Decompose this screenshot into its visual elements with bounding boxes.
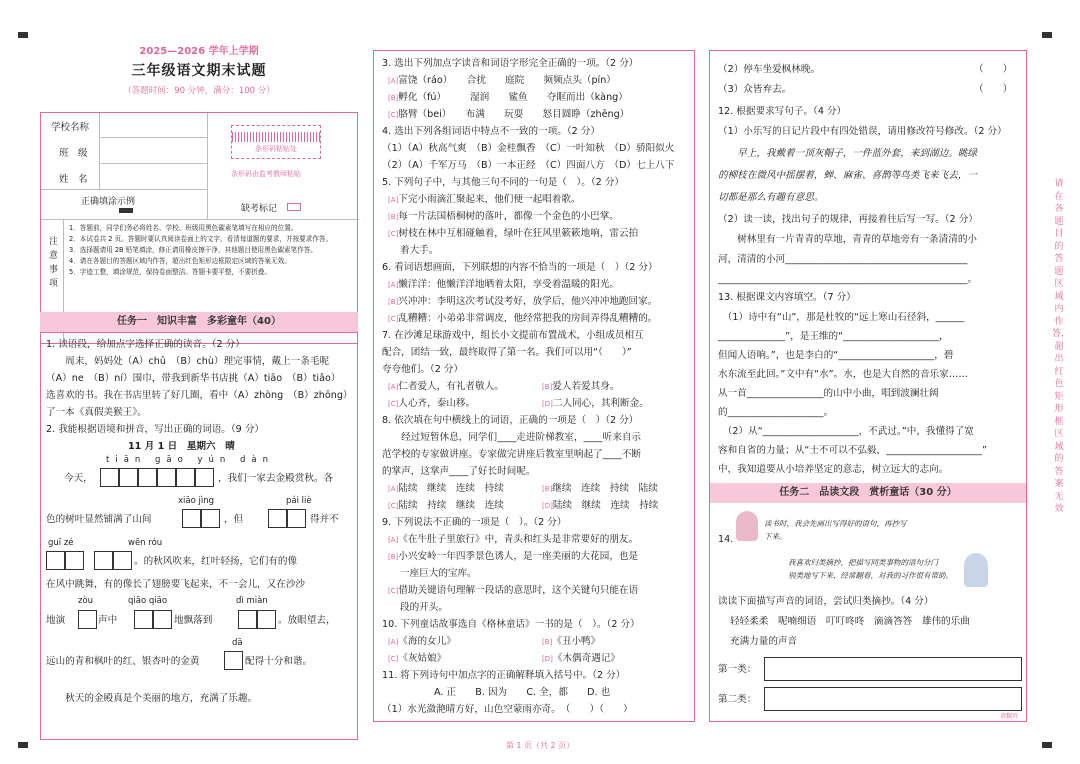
- q8-line1: 经过短暂休息，同学们____走进阶梯教室，____听来自示: [382, 432, 642, 443]
- q2-text-2b: ，但: [224, 514, 244, 525]
- q12-diary-2: 的柳枝在微风中摇摆着，蝉、麻雀、喜鹊等鸟类飞来飞去，一: [718, 170, 978, 181]
- task2-header: 任务二 品读文段 赏析童话（30 分）: [710, 483, 1026, 503]
- note-5: 5．字迹工整，填涂规范，保持卷面整洁。答题卡要平整，不要折叠。: [69, 268, 272, 276]
- q10-stem: 10. 下列童话故事选自《格林童话》一书的是（ ）。（2 分）: [382, 619, 640, 630]
- task1-header: 任务一 知识丰富 多彩童年（40）: [40, 312, 358, 332]
- note-3: 3．选择题请用 2B 铅笔填涂，修正请用橡皮擦干净，其他题目使用黑色碳素笔作答。: [69, 246, 317, 254]
- fill-example: 正确填涂示例: [81, 197, 136, 207]
- q9-option-b[interactable]: [B]小兴安岭一年四季景色诱人，是一座美丽的大花园，也是: [388, 551, 639, 562]
- speech-1-line-1: 读书时，我会先画出写得好的语句，再抄写: [764, 519, 907, 528]
- q2-pinyin-3a: guī zé: [48, 538, 74, 548]
- note-4: 4．请在各题目的答题区域内作答，超出红色矩形边框限定区域的答案无效。: [69, 257, 291, 265]
- q11-answer-3[interactable]: （ ）: [974, 84, 1013, 95]
- q9-option-b-cont: 一座巨大的宝库。: [400, 568, 477, 579]
- q11-sentence-3: （3）众皆弃去。: [718, 84, 792, 95]
- q5-option-b[interactable]: [B]每一片法国梧桐树的落叶，都像一个金色的小巴掌。: [388, 211, 619, 222]
- absent-checkbox[interactable]: [287, 203, 301, 211]
- q2-pinyin-2b: pái liè: [286, 496, 312, 506]
- q2-grid-6[interactable]: [134, 610, 172, 629]
- q2-text-2a: 色的树叶显然铺满了山间: [46, 514, 152, 525]
- q2-text-6b: 配得十分和谐。: [245, 656, 313, 667]
- q14-stem: 读读下面描写声音的词语，尝试归类摘抄。（4 分）: [718, 596, 934, 607]
- q5-stem: 5. 下列句子中，与其他三句不同的一句是（ ）。（2 分）: [382, 177, 625, 188]
- q2-pinyin-1: tiān gāo yún dàn: [106, 455, 274, 465]
- q8-line2: 范学校的专家做讲座。专家做完讲座后教室里响起了____不断: [382, 449, 642, 460]
- q14-number: 14.: [718, 534, 734, 545]
- q7-option-c[interactable]: [C]人心齐，泰山移。: [388, 398, 476, 409]
- q7-line2: 配合，团结一致，最终取得了第一名。我们可以用“（ ）”: [382, 347, 632, 358]
- q7-option-d[interactable]: [D]二人同心，其利断金。: [542, 398, 649, 409]
- q2-grid-1[interactable]: [100, 468, 214, 487]
- q7-line3: 夸夸他们。（2 分）: [382, 364, 464, 375]
- q14-category-1-label: 第一类：: [718, 664, 757, 675]
- q13-line-8[interactable]: 容和自省的力量；从“士不可以不弘毅，____________________”: [718, 445, 987, 456]
- speech-2-line-2: 别类地写下来，经常翻看，对我的习作很有帮助。: [788, 571, 953, 580]
- corner-mark: [1042, 32, 1052, 38]
- q9-option-c-cont: 段的开头。: [400, 602, 448, 613]
- info-box: [40, 112, 358, 344]
- q1-line2: （A）ne （B）ní）围巾，带我到新华书店挑（A）tiāo （B）tiǎo）: [46, 373, 341, 384]
- exam-time: （答题时间：90 分钟，满分：100 分）: [123, 86, 275, 96]
- q12-pattern-1: 树林里有一片青青的草地，青青的草地旁有一条清清的小: [718, 234, 978, 245]
- q14-words-1: 轻轻柔柔 呢喃细语 叮叮咚咚 滴滴答答 雄伟的乐曲: [730, 616, 970, 627]
- q2-grid-3[interactable]: [268, 509, 306, 528]
- q2-grid-4[interactable]: [46, 551, 132, 570]
- q13-line-2[interactable]: ______________”，是王维的“____________________，: [718, 331, 949, 342]
- exam-year: 2025—2026 学年上学期: [139, 46, 259, 57]
- q13-stem: 13. 根据课文内容填空。（7 分）: [718, 292, 856, 303]
- q6-option-a[interactable]: [A]懒洋洋：他懒洋洋地晒着太阳，享受着温暖的阳光。: [388, 279, 619, 290]
- q11-sentence-2: （2）停车坐爱枫林晚。: [718, 64, 821, 75]
- q12-part-2: （2）读一读，找出句子的规律，再接着往后写一写。（2 分）: [718, 214, 978, 225]
- side-warning: 请在各题目的答题区域内作答，超出红色矩形框区域的答案无效: [1052, 179, 1071, 514]
- q2-text-6a: 远山的青和枫叶的红、银杏叶的金黄: [46, 656, 200, 667]
- note-2: 2．本试卷共 2 页。答题时要认真阅读卷面上的文字，看清每道题的要求，并按要求作答。: [69, 235, 333, 243]
- q12-diary-3: 切都是那么有趣有意思。: [718, 192, 824, 203]
- q11-sentence-1[interactable]: （1）水光潋滟晴方好，山色空蒙雨亦奇。 （ ）（ ）: [382, 704, 633, 715]
- q3-option-b[interactable]: [B]孵化（fú） 湿润 鲨鱼 夺眶而出（kàng）: [388, 92, 628, 103]
- q5-option-a[interactable]: [A]下完小雨滴汇聚起来，他们便一起唱着歌。: [388, 194, 581, 205]
- q6-option-c[interactable]: [C]乱糟糟：小弟弟非常调皮，他经常把我的房间弄得乱糟糟的。: [388, 313, 658, 324]
- q13-line-1[interactable]: （1）诗中有“山”，那是杜牧的“远上寒山石径斜，______: [718, 312, 965, 323]
- q8-stem: 8. 依次填在句中横线上的词语，正确的一项是（ ）（2 分）: [382, 415, 639, 426]
- q1-line3: 选喜欢的书。我在书店里转了好几圈，看中（A）zhòng （B）zhōng）: [46, 390, 353, 401]
- note-1: 1．答题前，同学们务必将姓名、学校、班级用黑色碳素笔填写在相应的位置。: [69, 224, 298, 232]
- q5-option-c-cont: 着大手。: [400, 245, 439, 256]
- notes-title: 注意事项: [49, 237, 59, 289]
- q7-option-b[interactable]: [B]爱人若爱其身。: [542, 381, 620, 392]
- q2-grid-5[interactable]: [78, 610, 97, 629]
- q10-option-a[interactable]: [A]《海的女儿》: [388, 636, 456, 647]
- q2-pinyin-5a: zòu: [78, 596, 94, 606]
- speech-1-line-2: 下来。: [764, 532, 787, 541]
- q12-pattern-2[interactable]: 河，清清的小河______________________________________: [718, 254, 968, 265]
- q1-line1: 周末，妈妈处（A）chǔ （B）chù）理完事情，戴上一条毛呢: [46, 356, 330, 367]
- q2-text-5d: 。放眼望去，: [278, 615, 336, 626]
- column-3: [709, 50, 1027, 722]
- q4-row-2[interactable]: （2）（A）千军万马 （B）一本正经 （C）四面八方 （D）七上八下: [382, 160, 675, 171]
- q7-line1: 7. 在沙滩足球游戏中，组长小文提前布置战术，小组成员相互: [382, 330, 644, 341]
- q10-option-c[interactable]: [C]《灰姑娘》: [388, 653, 447, 664]
- q2-grid-8[interactable]: [224, 651, 243, 670]
- q2-text-7: 秋天的金殿真是个美丽的地方，充满了乐趣。: [46, 693, 258, 704]
- q6-option-b[interactable]: [B]兴冲冲：李明这次考试没考好，放学后，他兴冲冲地跑回家。: [388, 296, 658, 307]
- school-label: 学校名称: [51, 122, 90, 133]
- q4-stem: 4. 选出下列各组词语中特点不一致的一项。（2 分）: [382, 126, 601, 137]
- q2-pinyin-2a: xiāo jìng: [178, 496, 215, 506]
- q13-line-9: 中，我知道要从小培养坚定的意志，树立远大的志向。: [718, 464, 949, 475]
- q2-grid-7[interactable]: [238, 610, 276, 629]
- barcode-label: 条形码粘贴处: [255, 145, 297, 153]
- q8-option-b[interactable]: [B]继续 连续 持续 陆续: [542, 483, 658, 494]
- q2-text-1b: ，我们一家去金殿赏秋。各: [218, 473, 334, 484]
- q2-pinyin-5c: dì miàn: [236, 596, 268, 606]
- column-2: [373, 50, 695, 722]
- girl-illustration: [736, 511, 758, 541]
- q2-text-5c: 地飘落到: [174, 615, 213, 626]
- class-label: 班 级: [59, 148, 88, 159]
- q2-grid-2[interactable]: [182, 509, 220, 528]
- column-1: [38, 46, 360, 740]
- q2-text-4: 在风中跳舞，有的像长了翅膀要飞起来，不一会儿，又在沙沙: [46, 579, 306, 590]
- q14-category-2-input[interactable]: [764, 687, 1022, 711]
- q12-pattern-3[interactable]: ____________________________________________________。: [718, 274, 978, 285]
- barcode-area: [231, 125, 321, 159]
- barcode-note: 条形码由监考教师粘贴: [231, 170, 301, 178]
- q9-option-a[interactable]: [A]《在牛肚子里旅行》中，青头和红头是非常要好的朋友。: [388, 534, 639, 545]
- q8-option-c[interactable]: [C]陆续 持续 继续 连续: [388, 500, 504, 511]
- q2-pinyin-3b: wēn róu: [128, 538, 163, 548]
- q3-stem: 3. 选出下列加点字读音和词语字形完全正确的一项。（2 分）: [382, 58, 639, 69]
- q13-line-4: 水东流至此回。”文中有“水”。水，也是大自然的音乐家……: [718, 369, 968, 380]
- q13-line-7[interactable]: （2）从“____________________，不武过。”中，我懂得了宽: [718, 426, 974, 437]
- q1-line4: 了一本《真假美猴王》。: [46, 407, 147, 418]
- absent-label: 缺考标记: [241, 204, 278, 214]
- q10-option-d[interactable]: [D]《木偶奇遇记》: [542, 653, 621, 664]
- q2-text-5b: 声中: [98, 615, 118, 626]
- q2-pinyin-5b: qiāo qiāo: [128, 596, 168, 606]
- q10-option-b[interactable]: [B]《丑小鸭》: [542, 636, 601, 647]
- q9-option-c[interactable]: [C]借助关键语句理解一段话的意思时，这个关键句只能在语: [388, 585, 639, 596]
- q12-part-1: （1）小乐写的日记片段中有四处错误，请用修改符号修改。（2 分）: [718, 126, 1007, 137]
- q1-stem: 1. 读语段，给加点字选择正确的读音。（2 分）: [46, 339, 245, 350]
- q11-answer-2[interactable]: （ ）: [974, 64, 1013, 75]
- q12-diary-1: 早上，我戴着一顶灰帽子，一件蓝外套，来到湖边。眺绿: [718, 148, 978, 159]
- speech-2-line-1: 我喜欢归类摘抄，把描写同类事物的语句分门: [788, 558, 938, 567]
- q2-text-2c: 得并不: [310, 514, 339, 525]
- page-footer: 第 1 页（共 2 页）: [505, 741, 575, 750]
- q2-text-5a: 地演: [46, 615, 66, 626]
- q9-stem: 9. 下列说法不正确的一项是（ ）。（2 分）: [382, 517, 567, 528]
- q14-words-2: 充满力量的声音: [730, 636, 798, 647]
- q2-stem: 2. 我能根据语境和拼音，写出正确的词语。（9 分）: [46, 424, 265, 435]
- q13-line-6[interactable]: 的____________________。: [718, 407, 834, 418]
- q12-stem: 12. 根据要求写句子。（4 分）: [718, 106, 847, 117]
- q8-option-a[interactable]: [A]陆续 继续 连续 持续: [388, 483, 504, 494]
- q2-text-1a: 今天，: [64, 473, 93, 484]
- q13-line-5[interactable]: 从一首________________的山中小曲，唱到波澜壮阔: [718, 388, 939, 399]
- q14-category-2-label: 第二类：: [718, 694, 757, 705]
- speech-bubble-2: [788, 556, 953, 582]
- boy-illustration: [964, 553, 988, 587]
- q11-stem: 11. 将下列诗句中加点字的正确解释填入括号中。（2 分）: [382, 670, 626, 681]
- speech-bubble-1: [764, 517, 907, 543]
- q3-option-a[interactable]: [A]富饶（ráo） 合扰 庭院 频频点头（pín）: [388, 75, 616, 86]
- q13-line-3[interactable]: 但闻人语响。”，也是李白的“____________________，碧: [718, 350, 954, 361]
- q2-date: 11 月 1 日 星期六 晴: [128, 441, 235, 452]
- q8-line3: 的掌声，这掌声____了好长时间呢。: [382, 466, 536, 477]
- q8-option-d[interactable]: [D]陆续 继续 连续 持续: [542, 500, 659, 511]
- q4-row-1[interactable]: （1）（A）秋高气爽 （B）金桂飘香 （C）一叶知秋 （D）骄阳似火: [382, 143, 675, 154]
- q3-option-c[interactable]: [C]胳臂（bei） 布满 玩耍 怒目圆睁（zhēng）: [388, 109, 630, 120]
- q11-options: A. 正 B. 因为 C. 全，都 D. 也: [434, 687, 611, 698]
- q2-text-3: 。的秋风吹来，红叶轻扬，它们有的像: [134, 556, 298, 567]
- q14-category-1-input[interactable]: [764, 657, 1022, 681]
- name-label: 姓 名: [59, 174, 88, 185]
- exam-title: 三年级语文期末试题: [131, 63, 267, 79]
- turn-page-note: 请翻页: [1000, 713, 1019, 720]
- q2-pinyin-6: dā: [232, 638, 243, 648]
- q5-option-c[interactable]: [C]树枝在林中互相碰触着，绿叶在狂风里簌簌地响，雷云拍: [388, 228, 639, 239]
- q6-stem: 6. 看词语想画面，下列联想的内容不恰当的一项是（ ）（2 分）: [382, 262, 658, 273]
- fill-example-mark: [119, 208, 133, 213]
- q7-option-a[interactable]: [A]仁者爱人，有礼者敬人。: [388, 381, 504, 392]
- corner-mark: [18, 32, 28, 38]
